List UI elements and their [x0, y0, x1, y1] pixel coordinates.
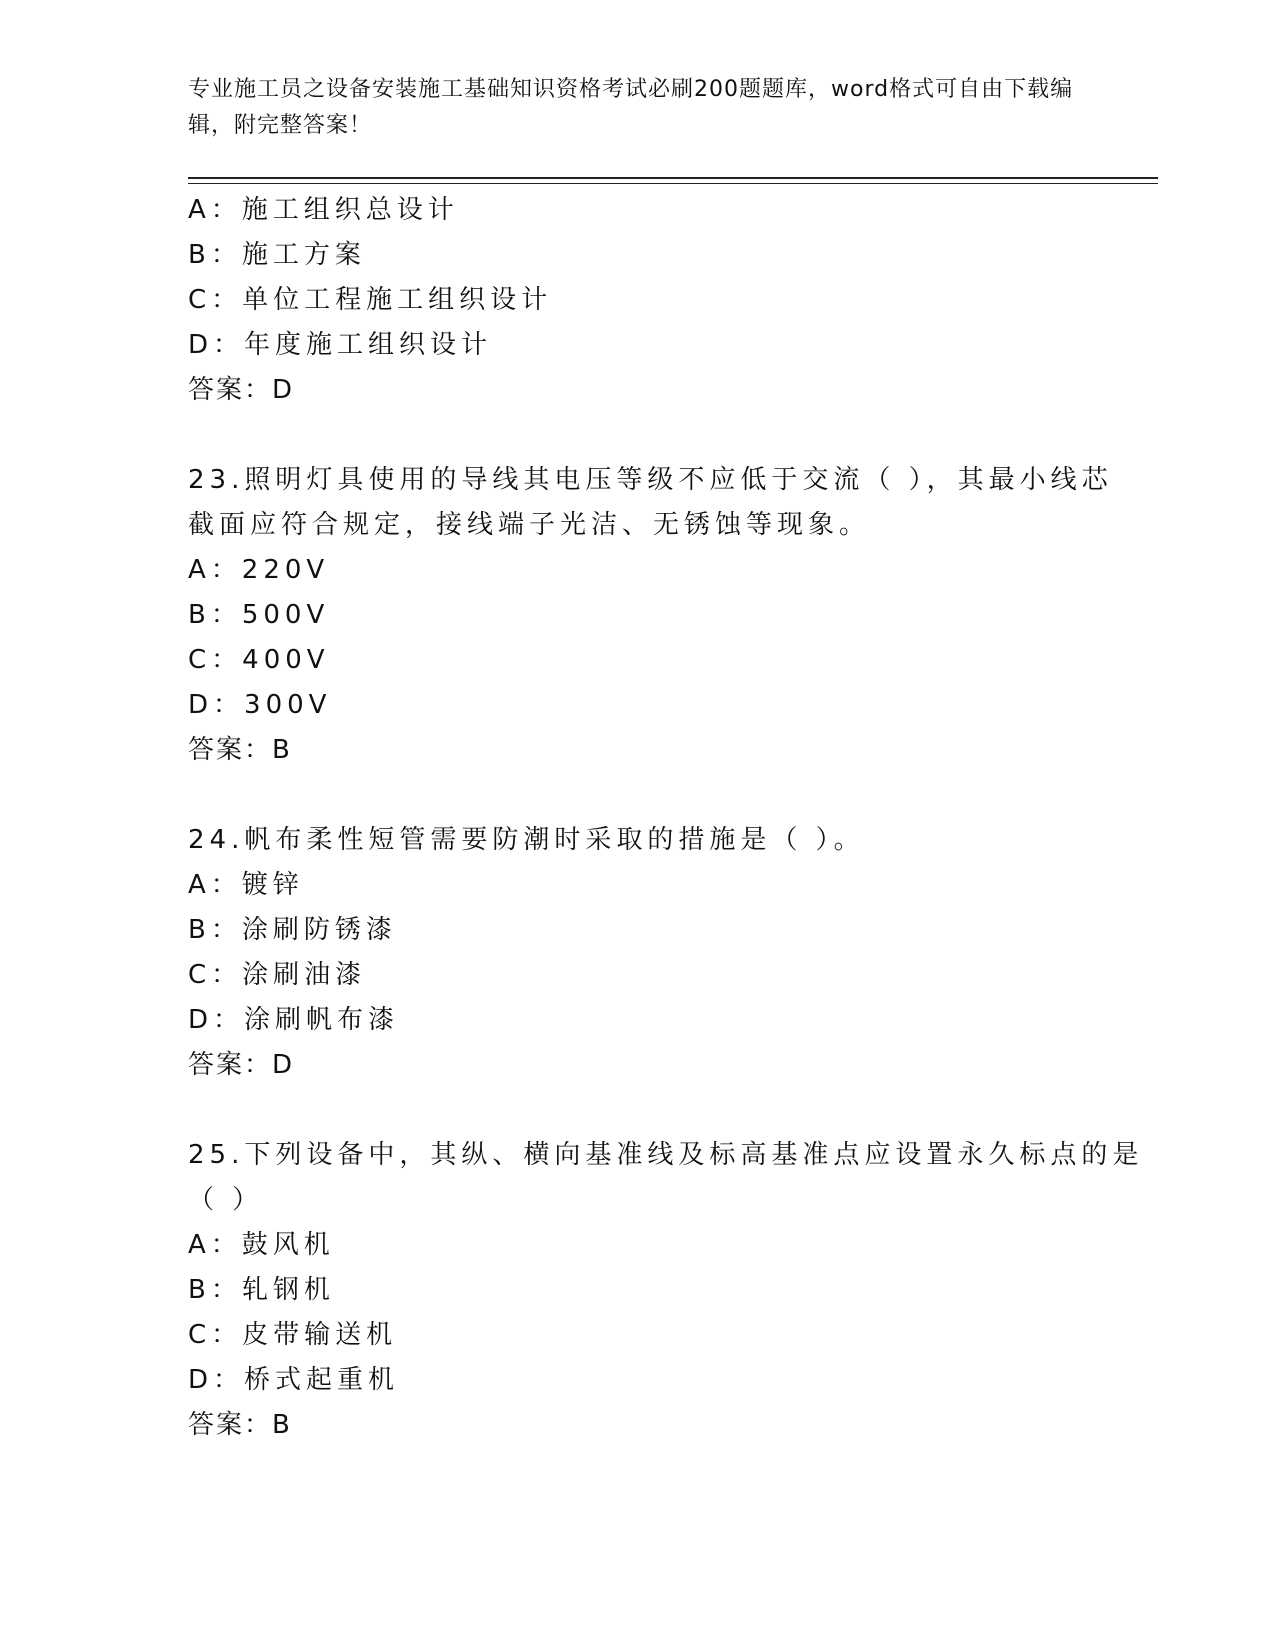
- q23-option-a: A：220V: [188, 555, 330, 585]
- q23-stem-line2: 截面应符合规定，接线端子光洁、无锈蚀等现象。: [188, 510, 871, 540]
- q22-answer: 答案：D: [188, 375, 295, 405]
- q23-stem-line1: 23.照明灯具使用的导线其电压等级不应低于交流（ ），其最小线芯: [188, 465, 1113, 495]
- q22-option-d: D：年度施工组织设计: [188, 330, 493, 360]
- q22-option-a: A：施工组织总设计: [188, 195, 459, 225]
- q25-option-d: D：桥式起重机: [188, 1365, 400, 1395]
- q24-option-d: D：涂刷帆布漆: [188, 1005, 400, 1035]
- q25-option-a: A：鼓风机: [188, 1230, 335, 1260]
- header-divider-bottom: [188, 183, 1158, 184]
- q24-option-b: B：涂刷防锈漆: [188, 915, 397, 945]
- q25-stem-line2: （ ）: [188, 1185, 264, 1215]
- q25-stem-line1: 25.下列设备中，其纵、横向基准线及标高基准点应设置永久标点的是: [188, 1140, 1144, 1170]
- q22-option-c: C：单位工程施工组织设计: [188, 285, 553, 315]
- q25-answer: 答案：B: [188, 1410, 292, 1440]
- q23-option-d: D：300V: [188, 690, 332, 720]
- q22-option-b: B：施工方案: [188, 240, 366, 270]
- document-header: 专业施工员之设备安装施工基础知识资格考试必刷200题题库，word格式可自由下载编辑，附完整答案！: [188, 77, 1074, 138]
- q24-stem-line1: 24.帆布柔性短管需要防潮时采取的措施是（ ）。: [188, 825, 865, 855]
- q23-option-c: C：400V: [188, 645, 330, 675]
- q24-answer: 答案：D: [188, 1050, 295, 1080]
- q24-option-c: C：涂刷油漆: [188, 960, 367, 990]
- q25-option-b: B：轧钢机: [188, 1275, 335, 1305]
- q24-option-a: A：镀锌: [188, 870, 304, 900]
- q25-option-c: C：皮带输送机: [188, 1320, 398, 1350]
- q23-answer: 答案：B: [188, 735, 292, 765]
- q23-option-b: B：500V: [188, 600, 330, 630]
- header-divider-top: [188, 177, 1158, 179]
